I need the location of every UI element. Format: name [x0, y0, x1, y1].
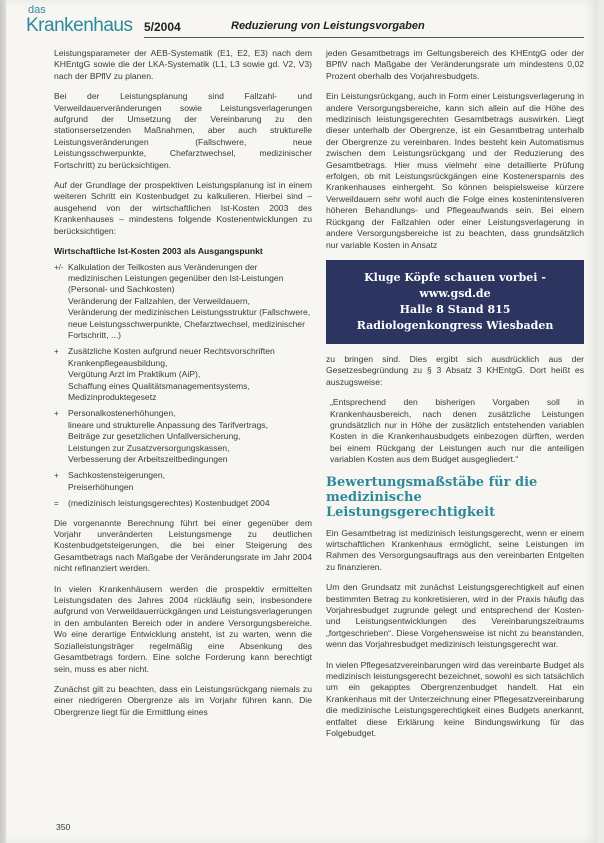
- right-paragraph-4: Ein Gesamtbetrag ist medizinisch leistungsgerecht, wenn er einem wirtschaftlichen Krankenhaus ermöglicht, seine Leistungen im Rahmen des Versorgungsauftrags aus den vereinbarten Entgelten zu finanzieren.: [326, 527, 584, 572]
- item-line: Veränderung der medizinischen Leistungsstruktur (Fallschwere, neue Leistungsschwerpunkte, Chefarztwechsel, medizinischer Fortschritt, ...): [68, 307, 311, 340]
- item-line: Verbesserung der Arbeitszeitbedingungen: [68, 454, 228, 464]
- section-heading: Bewertungsmaßstäbe für die medizinische Leistungsgerechtigkeit: [326, 474, 538, 520]
- right-paragraph-5: Um den Grundsatz mit zunächst Leistungsgerechtigkeit auf einen bestimmten Betrag zu konkretisieren, wird in der Praxis häufig das Vorjahresbudget zugrunde gelegt und entsprechend der Kosten- und Leistungsentwicklungen des Vereinbarungszeitraums „fortgeschrieben“. Diese Vorgehensweise ist nicht zu beanstanden, wenn das Vorjahresbudget medizinisch leistungsgerecht war.: [326, 582, 584, 650]
- banner-line: Halle 8 Stand 815: [399, 302, 511, 316]
- item-marker: +: [54, 347, 59, 357]
- item-line: Leistungen zur Zusatzversorgungskassen,: [68, 442, 230, 453]
- right-paragraph-6: In vielen Pflegesatzvereinbarungen wird das vereinbarte Budget als medizinisch leistungsgerecht bezeichnet, sowohl es sich tatsächlich um ein gekapptes Obergrenzenbudget handelt. Hat ein Krankenhaus mit der Unterzeichnung einer Pflegesatzvereinbarung die medizinische Leistungsgerechtigkeit eines Budgets anerkannt, entfaltet diese Erklärung keine Bindungswirkung für das Folgebudget.: [326, 659, 584, 739]
- item-marker: +/-: [54, 262, 64, 272]
- left-paragraph-6: Zunächst gilt zu beachten, dass ein Leistungsrückgang niemals zu einer niedrigeren Obergrenze als im Vorjahr führen kann. Die Obergrenze liegt für die Ermittlung eines: [54, 683, 312, 717]
- item-marker: =: [54, 499, 59, 509]
- item-line: Zusätzliche Kosten aufgrund neuer Rechtsvorschriften: [68, 346, 275, 357]
- right-paragraph-3: zu bringen sind. Dies ergibt sich ausdrücklich aus der Gesetzesbegründung zu § 3 Absatz 3 KHEntgG. Dort heißt es auszugsweise:: [326, 353, 584, 387]
- issue-number: 5/2004: [144, 20, 181, 34]
- list-item: [54, 262, 312, 342]
- left-paragraph-4: Die vorgenannte Berechnung führt bei einer gegenüber dem Vorjahr unveränderten Leistungsmenge zu deutlichen Kostenbudgetsteigerungen, die bei einer Steigerung des Gesamtbetrags nach Maßgabe der Veränderungsrate im Jahr 2004 nicht refinanziert werden.: [54, 517, 312, 574]
- item-line: Schaffung eines Qualitätsmanagementsystems,: [68, 380, 250, 391]
- legal-quote: „Entsprechend den bisherigen Vorgaben soll in Krankenhausbereich, nach denen zusätzliche Leistungen grundsätzlich nur in Höhe der zusätzlich entstehenden variablen Kosten in die Krankenhausbudgets einbezogen dürften, werden bei einem Rückgang der Leistungen auch nur die anteiligen variablen Kosten aus dem Budget ausgegliedert.“: [330, 397, 584, 465]
- banner-line: Kluge Köpfe schauen vorbei - www.gsd.de: [364, 270, 546, 300]
- left-column: [54, 48, 312, 727]
- left-paragraph-5: In vielen Krankenhäusern werden die prospektiv ermittelten Leistungsdaten des Jahres 2004 rückläufig sein, insbesondere aufgrund von Verweildauerrückgängen und Leistungsverlagerungen in den ambulanten Bereich oder in andere Versorgungsbereiche. Wo eine derartige Entwicklung ansteht, ist zu warten, wenn die Sozialleistungsträger regelmäßig eine Absenkung des Gesamtbetrags fordern. Eine solche Forderung kann berechtigt sein, muss es aber nicht.: [54, 583, 312, 674]
- item-line: Vergütung Arzt im Praktikum (AiP),: [68, 369, 201, 380]
- item-line: Beiträge zur gesetzlichen Unfallversicherung,: [68, 431, 241, 442]
- item-line: (medizinisch leistungsgerechtes) Kostenbudget 2004: [68, 498, 270, 509]
- item-marker: +: [54, 409, 59, 419]
- header-title: Reduzierung von Leistungsvorgaben: [231, 20, 425, 32]
- left-paragraph-3: Auf der Grundlage der prospektiven Leistungsplanung ist in einem weiteren Schritt ein Kostenbudget zu kalkulieren. Hierbei sind – ausgehend von der wirtschaftlichen Ist-Kosten 2003 des Krankenhauses – mindestens folgende Kostenentwicklungen zu berücksichtigen:: [54, 180, 312, 236]
- advertisement-banner: [326, 260, 584, 344]
- list-item: [54, 470, 312, 493]
- page-number: 350: [56, 822, 71, 832]
- right-paragraph-2: Ein Leistungsrückgang, auch in Form einer Leistungsverlagerung in andere Versorgungsbereiche, kann sich allein auf die Höhe des medizinisch leistungsgerechten Gesamtbetrags auswirken. Liegt dieser unterhalb der Obergrenze, ist ein Gesamtbetrag unterhalb der Obergrenze zu vereinbaren. Indes besteht kein Automatismus zwischen dem Leistungsrückgang und der Reduzierung des Gesamtbetrags. Hier muss vielmehr eine detaillierte Prüfung erfolgen, ob mit Leistungsrückgängen eine Kostenersparnis des Krankenhauses einhergeht. So können beispielsweise kürzere Verweildauern sehr wohl auch die Folge eines kostenintensiveren höheren Behandlungs- und Pflegeaufwands sein. Bei einem Rückgang der Fallzahlen oder einer Leistungsverlagerung in andere Versorgungsbereiche ist zu beachten, dass grundsätzlich nur variable Kosten in Ansatz: [326, 91, 584, 250]
- list-heading: Wirtschaftliche Ist-Kosten 2003 als Ausgangspunkt: [54, 246, 263, 257]
- item-marker: +: [54, 471, 59, 481]
- right-column: [326, 48, 584, 748]
- item-line: Veränderung der Fallzahlen, der Verweildauern,: [68, 295, 251, 306]
- item-line: Medizinproduktegesetz: [68, 391, 157, 402]
- item-line: Sachkostensteigerungen,: [68, 470, 165, 481]
- magazine-page: [6, 0, 598, 843]
- left-paragraph-1: Leistungsparameter der AEB-Systematik (E1, E2, E3) nach dem KHEntgG sowie die der LKA-Systematik (L1, L3 sowie gd. V2, V3) nach der BPflV zu planen.: [54, 48, 312, 81]
- page-header: [26, 4, 586, 40]
- banner-line: Radiologenkongress Wiesbaden: [356, 318, 554, 332]
- list-item: [54, 346, 312, 403]
- item-line: lineare und strukturelle Anpassung des Tarifvertrags,: [68, 419, 268, 430]
- item-line: Personalkostenerhöhungen,: [68, 408, 176, 419]
- item-line: Krankenpflegeausbildung,: [68, 357, 168, 368]
- left-paragraph-2: Bei der Leistungsplanung sind Fallzahl- und Verweildauerveränderungen sowie Leistungsverlagerungen aufgrund der Umsetzung der Vereinbarung zu den stationsersetzenden Maßnahmen, aber auch strukturelle Leistungsveränderungen (Fallschwere, neue Leistungsschwerpunkte, Chefarztwechsel, medizinischer Fortschritt) zu berücksichtigen.: [54, 91, 312, 170]
- item-line: Preiserhöhungen: [68, 481, 134, 492]
- item-line: Kalkulation der Teilkosten aus Veränderungen der medizinischen Leistungen gegenüber den Ist-Leistungen (Personal- und Sachkosten): [68, 261, 284, 295]
- list-item: [54, 498, 312, 509]
- header-rule: [144, 37, 584, 38]
- list-item: [54, 408, 312, 465]
- logo-small-text: das: [28, 4, 46, 16]
- cost-items-list: [54, 262, 312, 510]
- magazine-logo: Krankenhaus: [26, 15, 133, 36]
- right-paragraph-1: jeden Gesamtbetrags im Geltungsbereich des KHEntgG oder der BPflV nach Maßgabe der Veränderungsrate um mindestens 0,02 Prozent oberhalb des Vorjahresbudgets.: [326, 48, 584, 81]
